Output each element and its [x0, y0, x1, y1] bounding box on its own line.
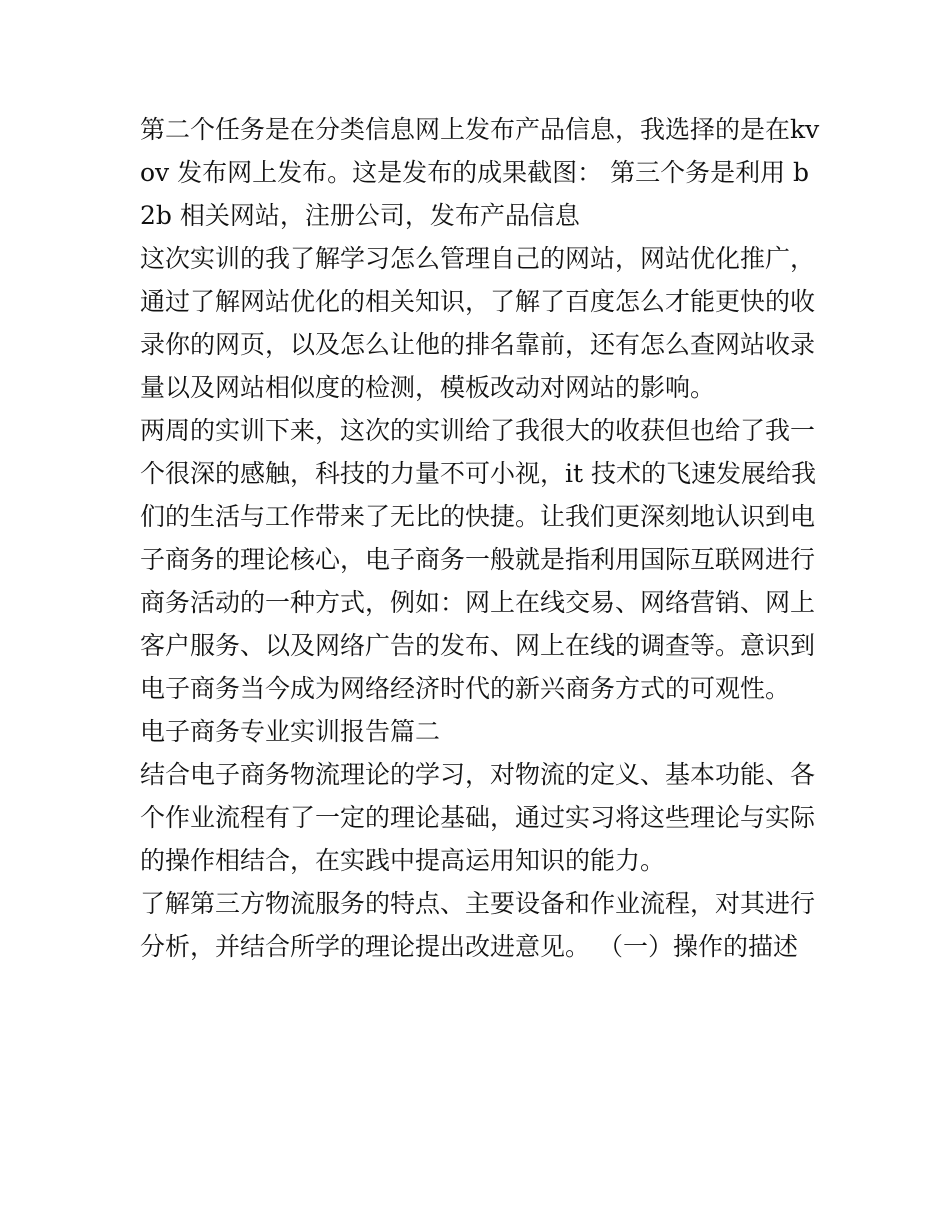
- document-body: [140, 108, 820, 968]
- paragraph-training-summary: 两周的实训下来，这次的实训给了我很大的收获但也给了我一个很深的感触，科技的力量不可小视，it 技术的飞速发展给我们的生活与工作带来了无比的快捷。让我们更深刻地认识到电子商务的理论核心，电子商务一般就是指利用国际互联网进行商务活动的一种方式，例如：网上在线交易、网络营销、网上客户服务、以及网络广告的发布、网上在线的调查等。意识到电子商务当今成为网络经济时代的新兴商务方式的可观性。: [140, 416, 816, 703]
- paragraph-logistics-theory: 结合电子商务物流理论的学习，对物流的定义、基本功能、各个作业流程有了一定的理论基础，通过实习将这些理论与实际的操作相结合，在实践中提高运用知识的能力。: [140, 760, 816, 875]
- paragraph-website-management: 这次实训的我了解学习怎么管理自己的网站，网站优化推广，通过了解网站优化的相关知识，了解了百度怎么才能更快的收录你的网页，以及怎么让他的排名靠前，还有怎么查网站收录量以及网站相似度的检测，模板改动对网站的影响。: [140, 244, 816, 402]
- section-heading: 电子商务专业实训报告篇二: [140, 717, 441, 746]
- paragraph-third-party-logistics: 了解第三方物流服务的特点、主要设备和作业流程，对其进行分析，并结合所学的理论提出改进意见。 （一）操作的描述: [140, 889, 816, 961]
- paragraph-task-two: 第二个任务是在分类信息网上发布产品信息，我选择的是在kvov 发布网上发布。这是发布的成果截图： 第三个务是利用 b2b 相关网站，注册公司，发布产品信息: [140, 115, 820, 230]
